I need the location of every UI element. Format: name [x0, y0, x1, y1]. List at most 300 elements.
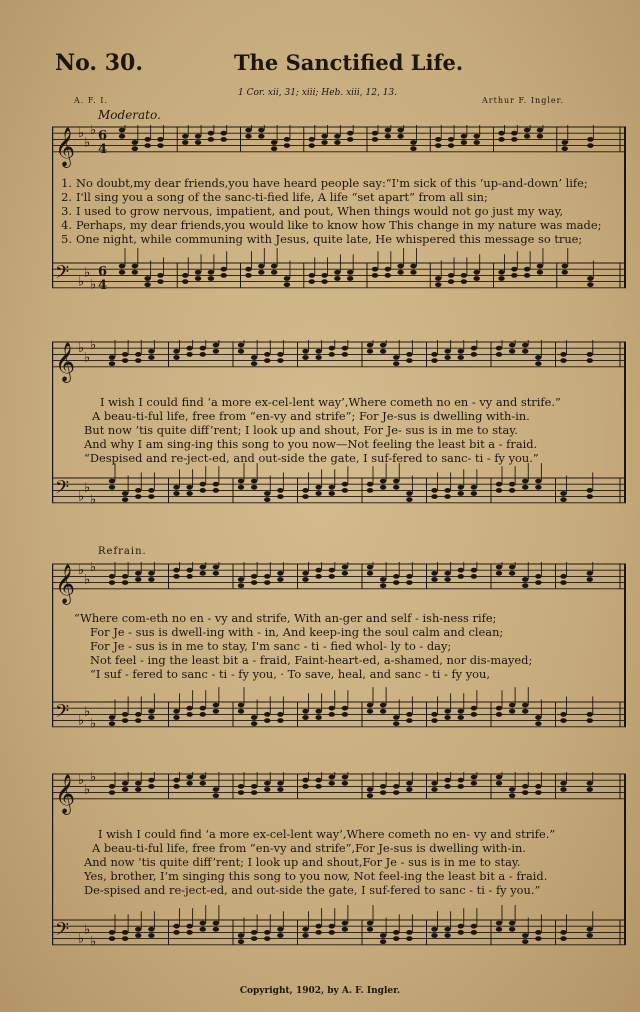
note-head	[431, 358, 437, 363]
note-head	[393, 580, 399, 585]
note-head	[264, 787, 270, 792]
note-head	[264, 580, 270, 585]
copyright-notice: Copyright, 1902, by A. F. Ingler.	[239, 986, 401, 996]
flat-icon: ♭	[84, 135, 91, 151]
note-head	[524, 273, 530, 278]
note-head	[251, 580, 257, 585]
note-head	[431, 933, 437, 938]
bass-clef-icon: 𝄢	[55, 701, 70, 727]
note-head	[200, 488, 206, 493]
verse-line: “I suf - fered to sanc - ti - fy you, · To save, heal, and sanc - ti - fy you,	[90, 667, 490, 681]
note-head	[157, 273, 163, 278]
note-head	[471, 712, 477, 717]
note-head	[522, 790, 528, 795]
note-head	[406, 787, 412, 792]
note-head	[367, 565, 373, 570]
time-signature-top: 6	[98, 128, 108, 144]
note-head	[509, 793, 515, 798]
note-head	[347, 276, 353, 281]
note-head	[309, 273, 315, 278]
note-head	[410, 140, 416, 145]
note-head	[264, 936, 270, 941]
treble-clef-icon: 𝄞	[55, 773, 76, 814]
treble-clef-icon: 𝄞	[55, 563, 76, 604]
verse-line: For Je - sus is in me to stay, I'm sanc - ti - fied whol- ly to - day;	[90, 639, 452, 653]
verse-line: 2. I'll sing you a song of the sanc-ti-fied life, A life “set apart” from all sin;	[61, 190, 488, 204]
note-head	[471, 930, 477, 935]
note-head	[122, 712, 128, 717]
note-head	[587, 352, 593, 357]
note-head	[537, 264, 543, 269]
note-head	[238, 933, 244, 938]
note-head	[522, 703, 528, 708]
note-head	[431, 352, 437, 357]
note-head	[182, 140, 188, 145]
note-head	[431, 718, 437, 723]
note-head	[251, 485, 257, 490]
note-head	[560, 491, 566, 496]
note-head	[122, 930, 128, 935]
note-head	[458, 349, 464, 354]
note-head	[321, 140, 327, 145]
note-head	[367, 488, 373, 493]
note-head	[264, 497, 270, 502]
treble-clef-icon: 𝄞	[55, 341, 76, 382]
note-head	[471, 491, 477, 496]
note-head	[444, 715, 450, 720]
note-head	[213, 343, 219, 348]
note-head	[367, 921, 373, 926]
note-head	[238, 784, 244, 789]
note-head	[200, 352, 206, 357]
note-head	[135, 358, 141, 363]
note-head	[315, 355, 321, 360]
note-head	[560, 936, 566, 941]
note-head	[537, 128, 543, 133]
flat-icon: ♭	[78, 126, 85, 142]
note-head	[208, 137, 214, 142]
note-head	[458, 924, 464, 929]
note-head	[496, 781, 502, 786]
note-head	[522, 709, 528, 714]
note-head	[535, 361, 541, 366]
note-head	[367, 927, 373, 932]
music-system-1	[52, 125, 626, 301]
note-head	[509, 349, 515, 354]
note-head	[135, 787, 141, 792]
time-signature-bottom: 4	[98, 141, 108, 157]
note-head	[238, 479, 244, 484]
flat-icon: ♭	[78, 931, 85, 947]
note-head	[122, 574, 128, 579]
flat-icon: ♭	[78, 489, 85, 505]
note-head	[511, 131, 517, 136]
note-head	[245, 134, 251, 139]
note-head	[342, 565, 348, 570]
verse-line: I wish I could find ‘a more ex-cel-lent way’,Where cometh no en - vy and strife.”	[100, 395, 561, 409]
note-head	[587, 358, 593, 363]
note-head	[200, 706, 206, 711]
note-head	[435, 137, 441, 142]
note-head	[496, 571, 502, 576]
note-head	[471, 781, 477, 786]
note-head	[284, 137, 290, 142]
note-head	[393, 936, 399, 941]
note-head	[135, 927, 141, 932]
note-head	[535, 784, 541, 789]
note-head	[458, 930, 464, 935]
verse-line: “Despised and re-ject-ed, and out-side the gate, I suf-fered to sanc- ti - fy you.”	[84, 451, 539, 465]
bass-clef-icon: 𝄢	[55, 477, 70, 503]
note-head	[135, 781, 141, 786]
note-head	[342, 706, 348, 711]
note-head	[315, 924, 321, 929]
note-head	[200, 571, 206, 576]
note-head	[220, 137, 226, 142]
note-head	[385, 128, 391, 133]
note-head	[471, 574, 477, 579]
note-head	[380, 485, 386, 490]
note-head	[444, 709, 450, 714]
note-head	[367, 482, 373, 487]
note-head	[186, 352, 192, 357]
note-head	[238, 343, 244, 348]
hymn-number: No. 30.	[55, 50, 143, 76]
note-head	[173, 778, 179, 783]
note-head	[213, 482, 219, 487]
note-head	[393, 721, 399, 726]
flat-icon: ♭	[78, 713, 85, 729]
note-head	[122, 352, 128, 357]
note-head	[587, 282, 593, 287]
note-head	[213, 709, 219, 714]
note-head	[329, 491, 335, 496]
note-head	[342, 927, 348, 932]
note-head	[448, 279, 454, 284]
note-head	[473, 140, 479, 145]
note-head	[342, 352, 348, 357]
note-head	[135, 494, 141, 499]
note-head	[329, 352, 335, 357]
note-head	[132, 264, 138, 269]
bass-clef-icon: 𝄢	[55, 262, 70, 288]
note-head	[200, 712, 206, 717]
note-head	[258, 128, 264, 133]
note-head	[458, 355, 464, 360]
note-head	[186, 706, 192, 711]
flat-icon: ♭	[84, 572, 91, 588]
hymn-title: The Sanctified Life.	[234, 50, 464, 75]
note-head	[302, 778, 308, 783]
note-head	[173, 784, 179, 789]
note-head	[157, 143, 163, 148]
note-head	[182, 279, 188, 284]
note-head	[109, 790, 115, 795]
note-head	[238, 939, 244, 944]
note-head	[524, 267, 530, 272]
flat-icon: ♭	[84, 922, 91, 938]
note-head	[380, 709, 386, 714]
note-head	[238, 349, 244, 354]
verse-line: 4. Perhaps, my dear friends,you would like to know how This change in my nature was made;	[61, 218, 602, 232]
note-head	[148, 715, 154, 720]
note-head	[471, 706, 477, 711]
note-head	[321, 279, 327, 284]
note-head	[200, 346, 206, 351]
flat-icon: ♭	[84, 704, 91, 720]
note-head	[213, 703, 219, 708]
note-head	[587, 143, 593, 148]
note-head	[251, 936, 257, 941]
note-head	[119, 264, 125, 269]
note-head	[511, 273, 517, 278]
note-head	[315, 574, 321, 579]
note-head	[132, 270, 138, 275]
note-head	[251, 479, 257, 484]
flat-icon: ♭	[90, 125, 97, 139]
note-head	[342, 488, 348, 493]
note-head	[342, 346, 348, 351]
note-head	[271, 270, 277, 275]
composer-name: Arthur F. Ingler.	[482, 96, 565, 105]
note-head	[302, 709, 308, 714]
note-head	[367, 703, 373, 708]
note-head	[173, 355, 179, 360]
note-head	[535, 790, 541, 795]
note-head	[195, 134, 201, 139]
note-head	[410, 146, 416, 151]
note-head	[444, 349, 450, 354]
note-head	[200, 927, 206, 932]
note-head	[535, 715, 541, 720]
verse-line: And why I am sing-ing this song to you now—Not feeling the least bit a - fraid.	[84, 437, 538, 451]
flat-icon: ♭	[84, 350, 91, 366]
note-head	[380, 939, 386, 944]
note-head	[473, 134, 479, 139]
note-head	[560, 781, 566, 786]
flat-icon: ♭	[90, 277, 97, 293]
note-head	[148, 784, 154, 789]
note-head	[560, 352, 566, 357]
note-head	[122, 497, 128, 502]
note-head	[277, 577, 283, 582]
note-head	[511, 137, 517, 142]
note-head	[498, 131, 504, 136]
note-head	[342, 775, 348, 780]
flat-icon: ♭	[78, 341, 85, 357]
time-signature-top: 6	[98, 264, 108, 280]
note-head	[562, 146, 568, 151]
note-head	[334, 140, 340, 145]
note-head	[431, 488, 437, 493]
note-head	[132, 146, 138, 151]
verse-line: “Where com-eth no en - vy and strife, With an-ger and self - ish-ness rife;	[74, 611, 497, 625]
note-head	[200, 565, 206, 570]
tempo-marking: Moderato.	[98, 108, 161, 122]
note-head	[144, 276, 150, 281]
note-head	[509, 709, 515, 714]
verse-line: Not feel - ing the least bit a - fraid, Faint-heart-ed, a-shamed, nor dis-mayed;	[90, 653, 533, 667]
note-head	[148, 927, 154, 932]
note-head	[173, 349, 179, 354]
note-head	[135, 718, 141, 723]
note-head	[372, 273, 378, 278]
note-head	[122, 781, 128, 786]
note-head	[182, 134, 188, 139]
note-head	[431, 712, 437, 717]
note-head	[315, 485, 321, 490]
note-head	[471, 775, 477, 780]
verse-line: A beau-ti-ful life, free from “en-vy and strife”; For Je-sus is dwelling with-in.	[92, 409, 530, 423]
note-head	[380, 343, 386, 348]
note-head	[119, 134, 125, 139]
note-head	[393, 355, 399, 360]
note-head	[264, 491, 270, 496]
note-head	[264, 358, 270, 363]
note-head	[284, 282, 290, 287]
note-head	[406, 718, 412, 723]
note-head	[173, 485, 179, 490]
treble-clef-icon: 𝄞	[55, 126, 76, 167]
note-head	[524, 134, 530, 139]
note-head	[496, 712, 502, 717]
note-head	[367, 709, 373, 714]
note-head	[208, 131, 214, 136]
note-head	[302, 488, 308, 493]
title-row	[0, 50, 640, 84]
note-head	[315, 568, 321, 573]
note-head	[251, 715, 257, 720]
note-head	[329, 574, 335, 579]
note-head	[431, 787, 437, 792]
note-head	[329, 781, 335, 786]
note-head	[315, 491, 321, 496]
note-head	[587, 494, 593, 499]
note-head	[560, 712, 566, 717]
note-head	[448, 143, 454, 148]
note-head	[122, 718, 128, 723]
note-head	[258, 270, 264, 275]
note-head	[380, 479, 386, 484]
note-head	[560, 718, 566, 723]
note-head	[122, 787, 128, 792]
note-head	[347, 131, 353, 136]
refrain-label: Refrain.	[98, 546, 147, 557]
note-head	[444, 933, 450, 938]
note-head	[277, 781, 283, 786]
verse-line: 3. I used to grow nervous, impatient, and pout, When things would not go just my way,	[61, 204, 564, 218]
note-head	[522, 583, 528, 588]
note-head	[109, 784, 115, 789]
note-head	[431, 781, 437, 786]
note-head	[302, 494, 308, 499]
note-head	[522, 485, 528, 490]
note-head	[509, 787, 515, 792]
note-head	[109, 930, 115, 935]
music-system-4	[52, 772, 626, 972]
note-head	[347, 270, 353, 275]
note-head	[444, 577, 450, 582]
note-head	[498, 276, 504, 281]
note-head	[496, 565, 502, 570]
note-head	[393, 485, 399, 490]
note-head	[535, 355, 541, 360]
flat-icon: ♭	[78, 773, 85, 789]
note-head	[173, 568, 179, 573]
flat-icon: ♭	[90, 716, 97, 732]
note-head	[471, 924, 477, 929]
note-head	[109, 355, 115, 360]
note-head	[562, 264, 568, 269]
note-head	[509, 921, 515, 926]
note-head	[302, 715, 308, 720]
note-head	[258, 264, 264, 269]
note-head	[186, 775, 192, 780]
music-system-refrain	[52, 562, 626, 752]
note-head	[471, 346, 477, 351]
note-head	[302, 927, 308, 932]
note-head	[560, 580, 566, 585]
note-head	[119, 128, 125, 133]
note-head	[410, 264, 416, 269]
note-head	[238, 583, 244, 588]
note-head	[245, 273, 251, 278]
note-head	[251, 574, 257, 579]
note-head	[157, 137, 163, 142]
note-head	[587, 718, 593, 723]
note-head	[587, 781, 593, 786]
note-head	[537, 270, 543, 275]
note-head	[509, 343, 515, 348]
note-head	[173, 930, 179, 935]
bass-clef-icon: 𝄢	[55, 919, 70, 945]
note-head	[509, 482, 515, 487]
note-head	[367, 349, 373, 354]
note-head	[522, 577, 528, 582]
verse-line: But now ’tis quite diff’rent; I look up and shout, For Je- sus is in me to stay.	[84, 423, 518, 437]
note-head	[213, 565, 219, 570]
note-head	[431, 927, 437, 932]
note-head	[109, 479, 115, 484]
note-head	[587, 787, 593, 792]
note-head	[496, 352, 502, 357]
note-head	[264, 718, 270, 723]
note-head	[245, 128, 251, 133]
note-head	[329, 924, 335, 929]
verse-line: De-spised and re-ject-ed, and out-side the gate, I suf-fered to sanc - ti - fy you.”	[84, 883, 541, 897]
note-head	[284, 276, 290, 281]
note-head	[587, 927, 593, 932]
note-head	[393, 790, 399, 795]
note-head	[587, 577, 593, 582]
flat-icon: ♭	[90, 492, 97, 508]
note-head	[122, 580, 128, 585]
note-head	[186, 568, 192, 573]
note-head	[135, 488, 141, 493]
note-head	[329, 485, 335, 490]
verse-line: 5. One night, while communing with Jesus, quite late, He whispered this message so true;	[61, 232, 583, 246]
note-head	[393, 784, 399, 789]
note-head	[132, 140, 138, 145]
note-head	[560, 930, 566, 935]
note-head	[251, 784, 257, 789]
note-head	[393, 361, 399, 366]
note-head	[522, 784, 528, 789]
note-head	[397, 134, 403, 139]
note-head	[444, 494, 450, 499]
note-head	[473, 276, 479, 281]
note-head	[315, 930, 321, 935]
